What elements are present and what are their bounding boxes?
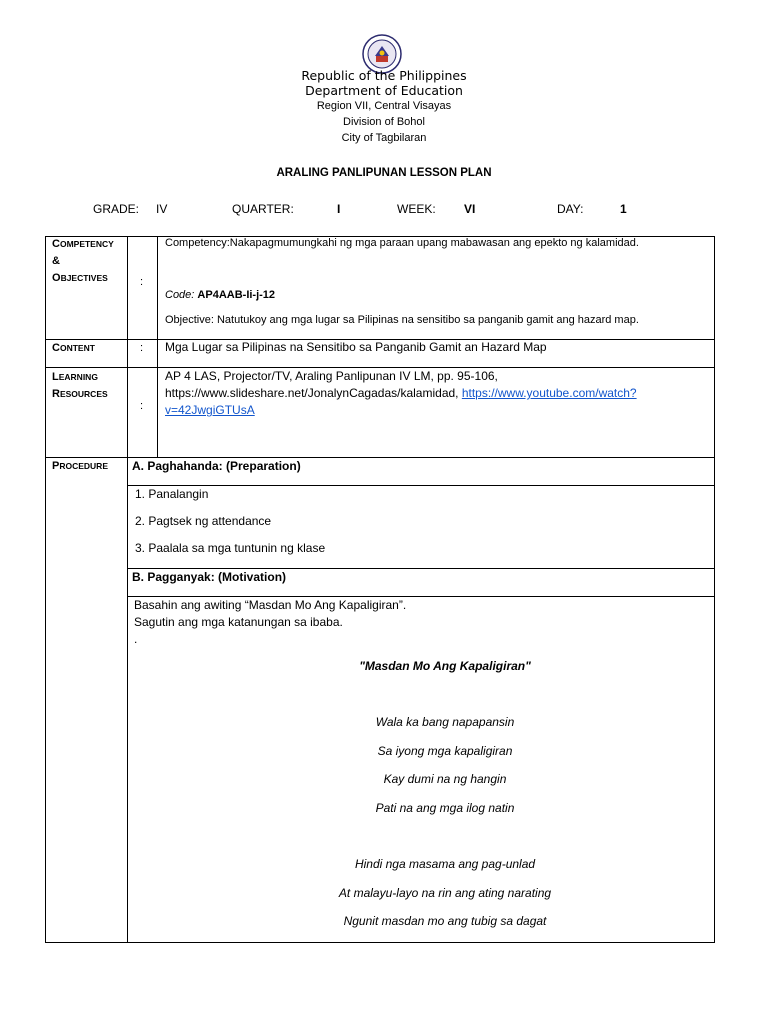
resources-text-a: AP 4 LAS, Projector/TV, Araling Panlipunan IV LM, pp. 95-106, bbox=[165, 369, 498, 383]
code-line bbox=[165, 287, 275, 304]
header-region: Region VII, Central Visayas bbox=[316, 100, 452, 112]
resources-colon: : bbox=[140, 400, 144, 412]
preparation-title: A. Paghahanda: (Preparation) bbox=[132, 459, 301, 473]
day-value: 1 bbox=[620, 202, 627, 216]
list-item: 3. Paalala sa mga tuntunin ng klase bbox=[135, 541, 326, 555]
motivation-line-1: Basahin ang awiting “Masdan Mo Ang Kapaligiran”. bbox=[134, 598, 407, 612]
header-republic: Republic of the Philippines bbox=[301, 68, 467, 83]
lyric-line: Wala ka bang napapansin bbox=[375, 715, 515, 729]
learning-resources-label: LEARNING RESOURCES bbox=[52, 371, 108, 400]
content-colon: : bbox=[140, 342, 144, 354]
quarter-value: I bbox=[337, 202, 341, 216]
week-value: VI bbox=[464, 202, 476, 216]
list-item: 1. Panalangin bbox=[135, 487, 209, 501]
lyric-line: Ngunit masdan mo ang tubig sa dagat bbox=[343, 914, 547, 928]
day-label: DAY: bbox=[557, 202, 584, 216]
competency-objectives-label: COMPETENCY & OBJECTIVES bbox=[52, 238, 114, 284]
content-text: Mga Lugar sa Pilipinas na Sensitibo sa Panganib Gamit an Hazard Map bbox=[165, 340, 547, 354]
document-title: ARALING PANLIPUNAN LESSON PLAN bbox=[276, 167, 492, 179]
grade-label: GRADE: bbox=[93, 202, 140, 216]
resources-link-cont[interactable]: v=42JwgiGTUsA bbox=[165, 403, 255, 417]
youtube-link[interactable]: https://www.youtube.com/watch? bbox=[461, 386, 637, 400]
procedure-label: PROCEDURE bbox=[52, 460, 108, 472]
header-city: City of Tagbilaran bbox=[341, 132, 427, 144]
motivation-line-3: . bbox=[134, 632, 138, 646]
list-item: 2. Pagtsek ng attendance bbox=[135, 514, 272, 528]
song-title: "Masdan Mo Ang Kapaligiran" bbox=[359, 659, 531, 673]
grade-value: IV bbox=[156, 202, 168, 216]
competency-colon: : bbox=[140, 276, 144, 288]
header-department: Department of Education bbox=[305, 83, 463, 98]
lyric-line: Kay dumi na ng hangin bbox=[383, 772, 507, 786]
lyric-line: Pati na ang mga ilog natin bbox=[375, 801, 515, 815]
motivation-title: B. Pagganyak: (Motivation) bbox=[132, 570, 287, 584]
week-label: WEEK: bbox=[397, 202, 436, 216]
quarter-label: QUARTER: bbox=[232, 202, 294, 216]
objective-text: Objective: Natutukoy ang mga lugar sa Pilipinas na sensitibo sa panganib gamit ang hazard map. bbox=[165, 314, 639, 326]
lyric-line: At malayu-layo na rin ang ating narating bbox=[338, 886, 552, 900]
motivation-line-2: Sagutin ang mga katanungan sa ibaba. bbox=[134, 615, 343, 629]
resources-text-b: https://www.slideshare.net/JonalynCagadas/kalamidad, https://www.youtube.com/watch? bbox=[165, 386, 637, 400]
code-label: Code: bbox=[165, 289, 195, 301]
lyric-line: Hindi nga masama ang pag-unlad bbox=[354, 857, 536, 871]
code-value: AP4AAB-Ii-j-12 bbox=[197, 289, 276, 301]
competency-text: Competency:Nakapagmumungkahi ng mga paraan upang mabawasan ang epekto ng kalamidad. bbox=[165, 237, 639, 249]
content-label: CONTENT bbox=[52, 342, 95, 354]
lyric-line: Sa iyong mga kapaligiran bbox=[377, 744, 513, 758]
header-division: Division of Bohol bbox=[343, 116, 425, 128]
